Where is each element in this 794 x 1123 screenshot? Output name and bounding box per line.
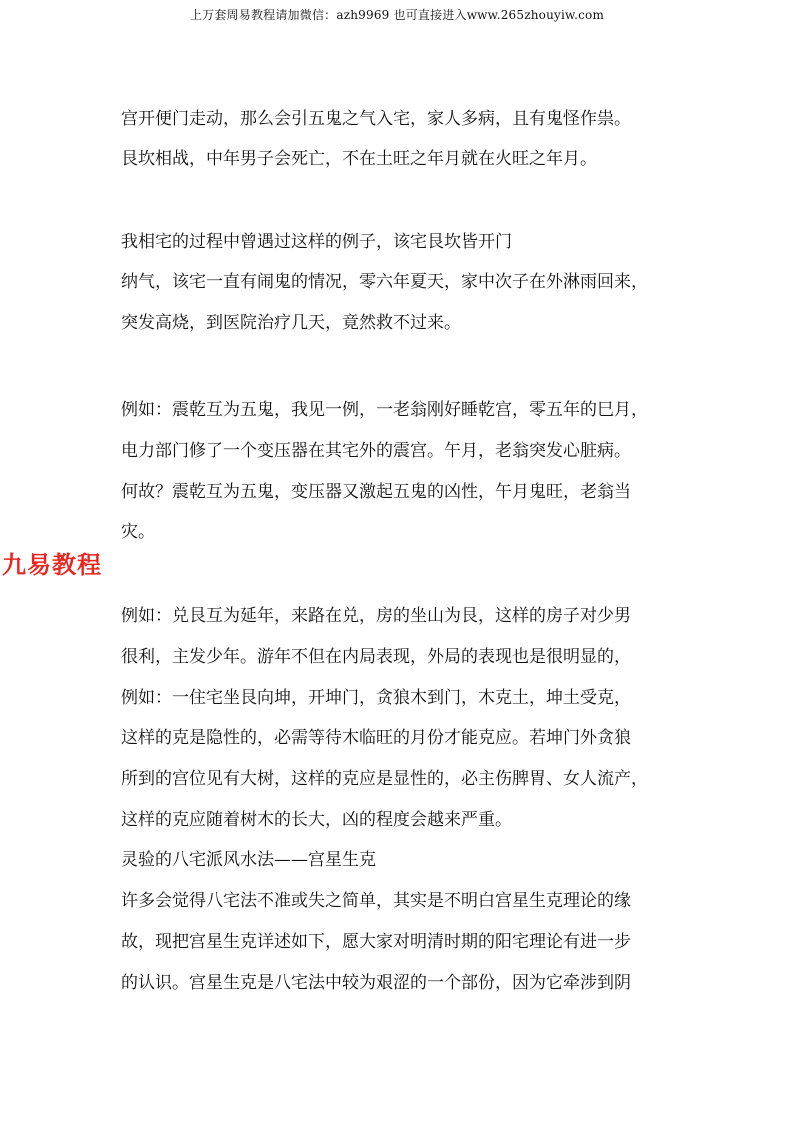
text-line: 很利，主发少年。游年不但在内局表现，外局的表现也是很明显的， bbox=[121, 647, 631, 667]
text-line: 例如：一住宅坐艮向坤，开坤门，贪狼木到门，木克土，坤土受克， bbox=[121, 688, 631, 708]
text-line: 故，现把宫星生克详述如下，愿大家对明清时期的阳宅理论有进一步 bbox=[121, 932, 631, 952]
text-line: 电力部门修了一个变压器在其宅外的震宫。午月，老翁突发心脏病。 bbox=[121, 441, 631, 461]
text-line: 例如：兑艮互为延年，来路在兑，房的坐山为艮，这样的房子对少男 bbox=[121, 606, 631, 626]
text-line: 我相宅的过程中曾遇过这样的例子，该宅艮坎皆开门 bbox=[121, 232, 512, 252]
text-line: 宫开便门走动，那么会引五鬼之气入宅，家人多病，且有鬼怪作祟。 bbox=[121, 109, 631, 129]
page-header: 上万套周易教程请加微信：azh9969 也可直接进入www.265zhouyiw.com bbox=[189, 8, 605, 22]
text-line: 艮坎相战，中年男子会死亡，不在土旺之年月就在火旺之年月。 bbox=[121, 149, 597, 169]
text-line: 纳气，该宅一直有闹鬼的情况，零六年夏天，家中次子在外淋雨回来， bbox=[121, 272, 648, 292]
text-line: 许多会觉得八宅法不准或失之简单，其实是不明白宫星生克理论的缘 bbox=[121, 891, 631, 911]
text-line: 灾。 bbox=[121, 522, 155, 542]
text-line: 这样的克应随着树木的长大，凶的程度会越来严重。 bbox=[121, 810, 512, 830]
watermark-logo: 九易教程 bbox=[2, 551, 102, 579]
text-line: 这样的克是隐性的，必需等待木临旺的月份才能克应。若坤门外贪狼 bbox=[121, 728, 631, 748]
text-line: 所到的宫位见有大树，这样的克应是显性的，必主伤脾胃、女人流产， bbox=[121, 769, 648, 789]
text-line: 突发高烧，到医院治疗几天，竟然救不过来。 bbox=[121, 313, 461, 333]
text-line: 例如：震乾互为五鬼，我见一例，一老翁刚好睡乾宫，零五年的巳月， bbox=[121, 400, 648, 420]
text-line: 的认识。宫星生克是八宅法中较为艰涩的一个部份，因为它牵涉到阴 bbox=[121, 973, 631, 993]
text-line: 何故？震乾互为五鬼，变压器又激起五鬼的凶性，午月鬼旺，老翁当 bbox=[121, 482, 631, 502]
section-heading: 灵验的八宅派风水法——宫星生克 bbox=[121, 850, 376, 870]
